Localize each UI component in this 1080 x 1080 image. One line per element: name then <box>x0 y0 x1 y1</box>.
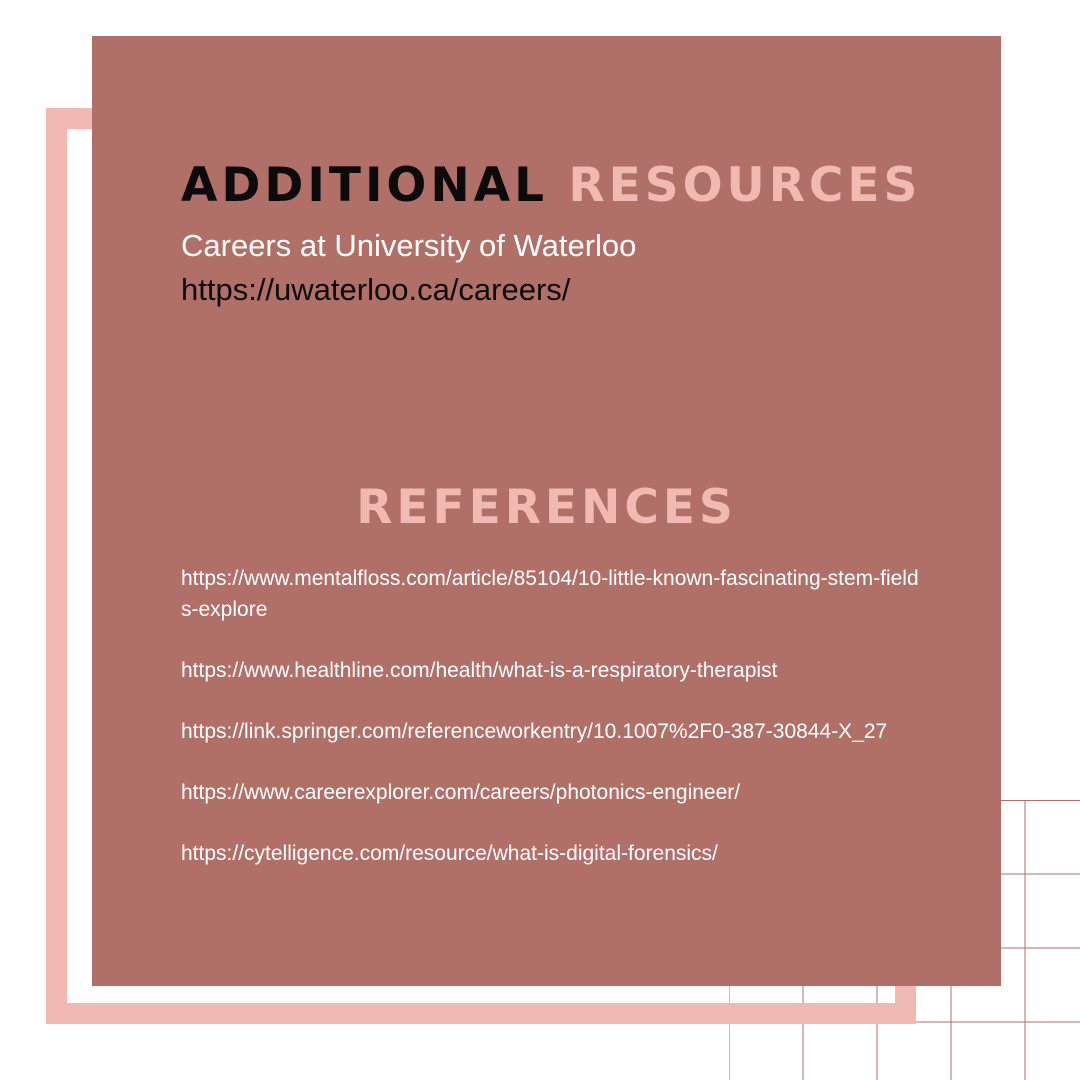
reference-item[interactable]: https://www.careerexplorer.com/careers/photonics-engineer/ <box>181 781 741 804</box>
title-word-resources: RESOURCES <box>568 158 922 213</box>
reference-item[interactable]: https://www.healthline.com/health/what-is-a-respiratory-therapist <box>181 659 778 682</box>
title-word-additional: ADDITIONAL <box>181 158 549 213</box>
resource-link[interactable]: https://uwaterloo.ca/careers/ <box>181 272 571 307</box>
references-heading: REFERENCES <box>356 480 737 535</box>
page-title <box>181 158 922 213</box>
reference-item[interactable]: https://link.springer.com/referenceworkentry/10.1007%2F0-387-30844-X_27 <box>181 720 888 743</box>
content-panel <box>92 36 1001 986</box>
reference-item[interactable]: https://www.mentalfloss.com/article/85104/10-little-known-fascinating-stem-fields-explore <box>181 567 919 621</box>
resource-name: Careers at University of Waterloo <box>181 228 637 263</box>
references-list <box>181 563 921 899</box>
reference-item[interactable]: https://cytelligence.com/resource/what-is-digital-forensics/ <box>181 842 718 865</box>
